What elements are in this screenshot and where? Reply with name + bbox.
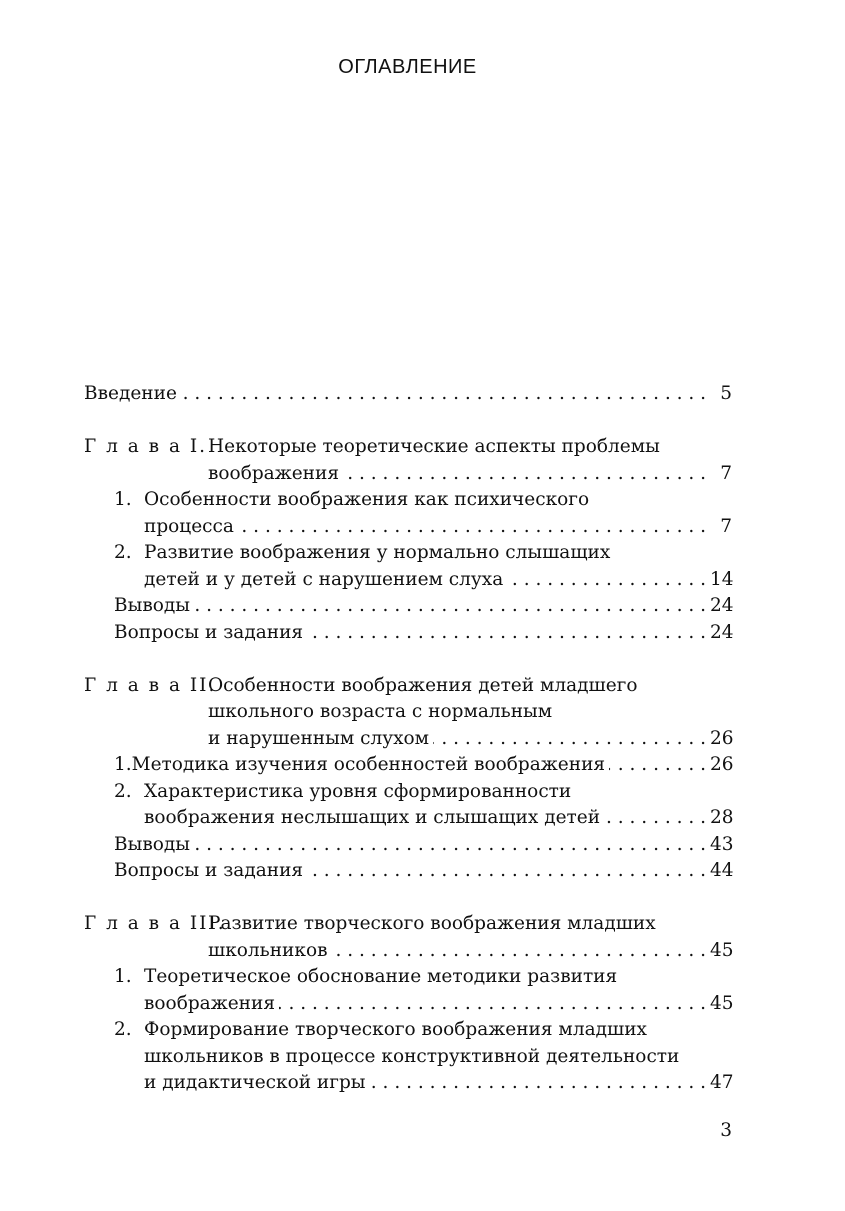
chapter-label: Г л а в а II.	[84, 674, 217, 696]
toc-chapter-2-heading[interactable]	[84, 673, 732, 700]
section-title-line: Особенности воображения как психического	[144, 489, 590, 510]
section-title-line: воображения	[144, 992, 275, 1014]
entry-page: 26	[710, 754, 734, 775]
dot-leader	[181, 381, 706, 408]
entry-page: 26	[710, 727, 734, 749]
toc-chapter-3-heading[interactable]	[84, 911, 732, 938]
section-title-line: и дидактической игры	[144, 1072, 366, 1093]
dot-leader	[307, 858, 706, 885]
toc-entry-intro[interactable]	[84, 381, 732, 408]
toc-chapter-1-heading[interactable]	[84, 434, 732, 461]
section-number: 2.	[114, 542, 132, 563]
table-of-contents	[84, 381, 732, 1097]
toc-section-3-1[interactable]	[84, 964, 732, 991]
chapter-title-line: и нарушенным слухом	[208, 727, 430, 749]
section-number: 1.	[114, 754, 132, 775]
toc-chapter-2-line2[interactable]	[84, 699, 732, 726]
entry-page: 24	[710, 595, 734, 616]
section-title-line: Характеристика уровня сформированности	[144, 780, 572, 802]
entry-title: Выводы	[114, 833, 190, 855]
entry-title: Введение	[84, 383, 177, 404]
section-number: 1.	[114, 966, 132, 987]
dot-leader	[307, 620, 706, 647]
section-title-line: школьников в процессе конструктивной деятельности	[144, 1045, 680, 1067]
dot-leader	[332, 938, 706, 965]
entry-page: 7	[720, 462, 732, 484]
entry-title: Выводы	[114, 595, 190, 616]
toc-section-3-1-end[interactable]	[84, 991, 732, 1018]
dot-leader	[279, 991, 706, 1018]
entry-title: Вопросы и задания	[114, 621, 304, 643]
dot-leader	[604, 805, 706, 832]
section-title-line: Методика изучения особенностей воображения	[131, 754, 606, 775]
toc-section-3-2-end[interactable]	[84, 1070, 732, 1097]
toc-section-2-1[interactable]	[84, 752, 732, 779]
toc-chapter-2-questions[interactable]	[84, 858, 732, 885]
page-title: ОГЛАВЛЕНИЕ	[338, 56, 477, 78]
chapter-title-line: Развитие творческого воображения младших	[208, 913, 656, 934]
section-number: 2.	[114, 780, 132, 802]
toc-chapter-2-end[interactable]	[84, 726, 732, 753]
dot-leader	[433, 726, 706, 753]
chapter-label: Г л а в а I.	[84, 436, 208, 457]
entry-page: 47	[710, 1072, 734, 1093]
entry-page: 28	[710, 807, 734, 828]
section-title-line: Развитие воображения у нормально слышащих	[144, 542, 611, 563]
entry-page: 45	[710, 992, 734, 1014]
entry-page: 14	[710, 568, 734, 590]
toc-chapter-1-questions[interactable]	[84, 620, 732, 647]
section-title-line: процесса	[144, 515, 234, 537]
entry-title: Вопросы и задания	[114, 860, 304, 881]
entry-page: 45	[710, 939, 734, 961]
dot-leader	[507, 567, 706, 594]
dot-leader	[343, 461, 706, 488]
chapter-title-line: Некоторые теоретические аспекты проблемы	[208, 436, 660, 457]
section-title-line: Формирование творческого воображения младших	[144, 1019, 647, 1040]
section-title-line: Теоретическое обоснование методики развития	[144, 966, 618, 987]
toc-section-1-1[interactable]	[84, 487, 732, 514]
toc-section-1-1-end[interactable]	[84, 514, 732, 541]
toc-section-2-2[interactable]	[84, 779, 732, 806]
toc-section-3-2[interactable]	[84, 1017, 732, 1044]
dot-leader	[609, 752, 706, 779]
chapter-title-line: воображения	[208, 462, 339, 484]
toc-section-1-2[interactable]	[84, 540, 732, 567]
page-number: 3	[720, 1120, 732, 1141]
section-number: 2.	[114, 1019, 132, 1040]
toc-chapter-1-conclusions[interactable]	[84, 593, 732, 620]
dot-leader	[194, 832, 706, 859]
chapter-title-line: школьников	[208, 939, 328, 961]
entry-page: 7	[720, 515, 732, 537]
dot-leader	[238, 514, 706, 541]
chapter-title-line: школьного возраста с нормальным	[208, 701, 553, 722]
toc-section-2-2-end[interactable]	[84, 805, 732, 832]
toc-chapter-1-end[interactable]	[84, 461, 732, 488]
toc-chapter-3-end[interactable]	[84, 938, 732, 965]
entry-page: 44	[710, 860, 734, 881]
section-number: 1.	[114, 489, 132, 510]
dot-leader	[194, 593, 706, 620]
toc-section-3-2-line2[interactable]	[84, 1044, 732, 1071]
chapter-label: Г л а в а III.	[84, 913, 226, 934]
section-title-line: детей и у детей с нарушением слуха	[144, 568, 504, 590]
entry-page: 43	[710, 833, 734, 855]
toc-chapter-2-conclusions[interactable]	[84, 832, 732, 859]
chapter-title-line: Особенности воображения детей младшего	[208, 674, 638, 696]
dot-leader	[370, 1070, 706, 1097]
section-title-line: воображения неслышащих и слышащих детей	[144, 807, 601, 828]
entry-page: 5	[720, 383, 732, 404]
toc-section-1-2-end[interactable]	[84, 567, 732, 594]
entry-page: 24	[710, 621, 734, 643]
